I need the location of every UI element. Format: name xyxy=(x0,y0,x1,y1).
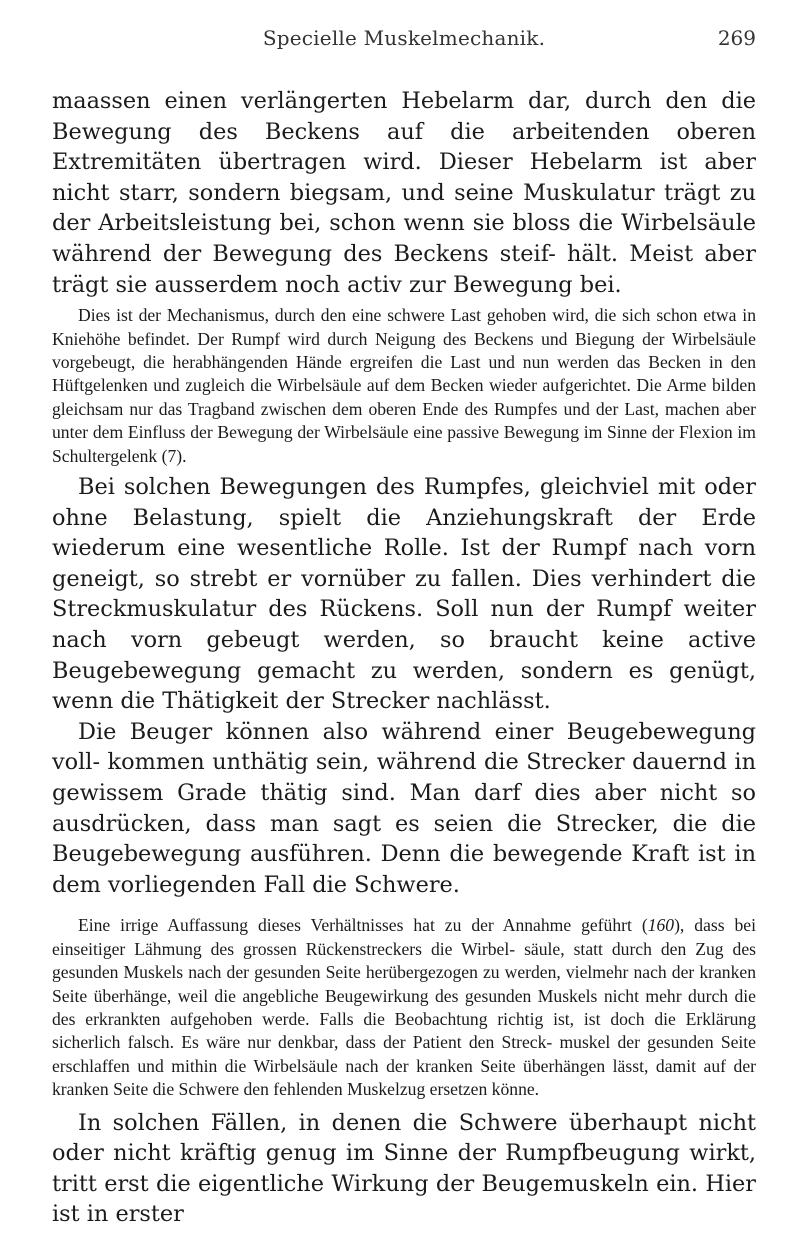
running-head: Specielle Muskelmechanik. xyxy=(262,26,546,50)
paragraph-note-paralysis xyxy=(52,914,756,1101)
paragraph-note-lifting: Dies ist der Mechanismus, durch den eine schwere Last gehoben wird, die sich schon etwa in Kniehöhe befindet. Der Rumpf wird durch Neigung des Beckens und Biegung der Wirbelsäule vorgebeugt, die herabhängenden Hände ergreifen die Last und nun werden das Becken in den Hüftgelenken und zugleich die Wirbelsäule auf dem Becken wieder aufgerichtet. Die Arme bilden gleichsam nur das Tragband zwischen dem oberen Ende des Rumpfes und der Last, machen aber unter dem Einfluss der Bewegung der Wirbelsäule eine passive Bewegung im Sinne der Flexion im Schultergelenk (7). xyxy=(52,305,756,466)
note-text-after: ), dass bei einseitiger Lähmung des grossen Rückenstreckers die Wirbel- säule, statt durch den Zug des gesunden Muskels nach der gesunden Seite herübergezogen zu werden, vielmehr nach der kranken Seite überhänge, weil die angebliche Beugewirkung des gesunden Muskels nicht mehr durch die des erkrankten aufgehoben werde. Falls die Beobachtung richtig ist, ist doch die Erklärung sicherlich falsch. Es wäre nur denkbar, dass der Patient den Streck- muskel der gesunden Seite erschlaffen und mithin die Wirbelsäule nach der kranken Seite überhängen lässt, damit auf der kranken Seite die Schwere den fehlenden Muskelzug ersetzen könne. xyxy=(52,915,756,1100)
paragraph-continuation: maassen einen verlängerten Hebelarm dar, durch den die Bewegung des Beckens auf die arbeitenden oberen Extremitäten übertragen wird. Dieser Hebelarm ist aber nicht starr, sondern biegsam, und seine Muskulatur trägt zu der Arbeitsleistung bei, schon wenn sie bloss die Wirbelsäule während der Bewegung des Beckens steif- hält. Meist aber trägt sie ausserdem noch activ zur Bewegung bei. xyxy=(52,88,756,298)
note-text-before: Eine irrige Auffassung dieses Verhältnisses hat zu der Annahme geführt ( xyxy=(78,915,648,936)
paragraph-flexor-action: In solchen Fällen, in denen die Schwere überhaupt nicht oder nicht kräftig genug im Sinne der Rumpfbeugung wirkt, tritt erst die eigentliche Wirkung der Beugemuskeln ein. Hier ist in erster xyxy=(52,1109,756,1228)
paragraph-flexors: Die Beuger können also während einer Beugebewegung voll- kommen unthätig sein, während die Strecker dauernd in gewissem Grade thätig sind. Man darf dies aber nicht so ausdrücken, dass man sagt es seien die Strecker, die die Beugebewegung ausführen. Denn die bewegende Kraft ist in dem vorliegenden Fall die Schwere. xyxy=(52,718,756,898)
literature-reference: 160 xyxy=(647,915,675,936)
paragraph-trunk-movements: Bei solchen Bewegungen des Rumpfes, gleichviel mit oder ohne Belastung, spielt die Anziehungskraft der Erde wiederum eine wesentliche Rolle. Ist der Rumpf nach vorn geneigt, so strebt er vornüber zu fallen. Dies verhindert die Streckmuskulatur des Rückens. Soll nun der Rumpf weiter nach vorn gebeugt werden, so braucht keine active Beugebewegung gemacht zu werden, sondern es genügt, wenn die Thätigkeit der Strecker nachlässt. xyxy=(52,474,756,715)
page-number: 269 xyxy=(717,26,756,50)
page-header xyxy=(52,26,756,56)
